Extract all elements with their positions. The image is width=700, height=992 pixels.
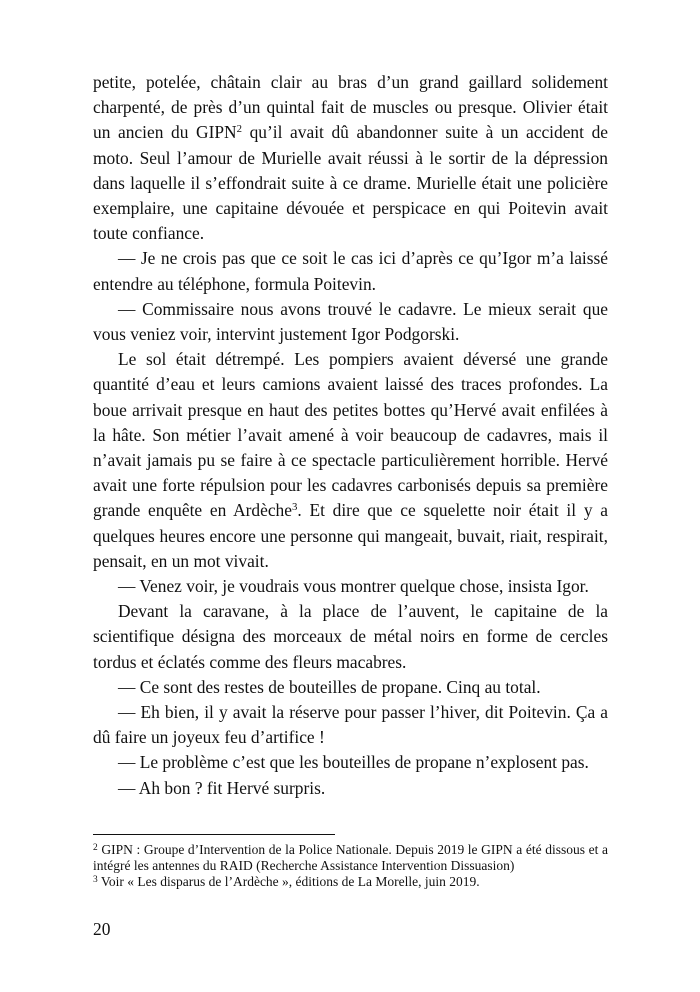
paragraph-2: — Je ne crois pas que ce soit le cas ici d’après ce qu’Igor m’a laissé entendre au téléphone, formula Poitevin. [93,248,608,294]
paragraph-5: — Venez voir, je voudrais vous montrer quelque chose, insista Igor. [118,576,589,597]
paragraph-3: — Commissaire nous avons trouvé le cadavre. Le mieux serait que vous veniez voir, intervint justement Igor Podgorski. [93,298,608,345]
paragraph-1-continuation: qu’il avait dû abandonner suite à un accident de moto. Seul l’amour de Murielle avait réussi à le sortir de la dépression dans laquelle il s’effondrait suite à ce drame. Murielle était une policière exemplaire, une capitaine dévouée et perspicace en qui Poitevin avait toute confiance. [93,122,608,244]
paragraph-1-text: petite, potelée, châtain clair au bras d’un grand gaillard solidement charpenté, de près d’un quintal fait de muscles ou presque. Olivier était un ancien du GIPN [93,72,608,143]
page-number: 20 [93,919,111,939]
footnote-3-mark: 3 [93,874,98,885]
paragraph-6: Devant la caravane, à la place de l’auvent, le capitaine de la scientifique désigna des morceaux de métal noirs en forme de cercles tordus et éclatés comme des fleurs macabres. [93,601,608,672]
footnote-3-text: Voir « Les disparus de l’Ardèche », éditions de La Morelle, juin 2019. [97,873,480,889]
footnote-separator [93,834,335,835]
paragraph-4 [93,347,608,574]
footnote-2-mark: 2 [93,842,98,853]
footnote-3 [93,874,608,890]
paragraph-4-text: Le sol était détrempé. Les pompiers avaient déversé une grande quantité d’eau et leurs camions avaient laissé des traces profondes. La boue arrivait presque en haut des petites bottes qu’Hervé avait enfilées à la hâte. Son métier l’avait amené à voir beaucoup de cadavres, mais il n’avait jamais pu se faire à ce spectacle particulièrement horrible. Hervé avait une forte répulsion pour les cadavres carbonisés depuis sa première grande enquête en Ardèche [93,349,608,521]
paragraph-7: — Ce sont des restes de bouteilles de propane. Cinq au total. [118,676,541,697]
footnote-ref-3[interactable]: 3 [291,501,298,514]
paragraph-4-continuation: . Et dire que ce squelette noir était il y a quelques heures encore une personne qui mangeait, buvait, riait, respirait, pensait, en un mot vivait. [93,500,608,571]
footnote-2 [93,842,608,874]
main-text [93,70,608,801]
paragraph-1 [93,70,608,246]
paragraph-9: — Le problème c’est que les bouteilles de propane n’explosent pas. [118,752,589,773]
footnotes [93,842,608,889]
footnote-2-text: GIPN : Groupe d’Intervention de la Police Nationale. Depuis 2019 le GIPN a été dissous et a intégré les antennes du RAID (Recherche Assistance Intervention Dissuasion) [93,842,608,873]
paragraph-10: — Ah bon ? fit Hervé surpris. [118,777,326,798]
footnote-ref-2[interactable]: 2 [236,123,242,136]
paragraph-8: — Eh bien, il y avait la réserve pour passer l’hiver, dit Poitevin. Ça a dû faire un joyeux feu d’artifice ! [93,702,608,748]
